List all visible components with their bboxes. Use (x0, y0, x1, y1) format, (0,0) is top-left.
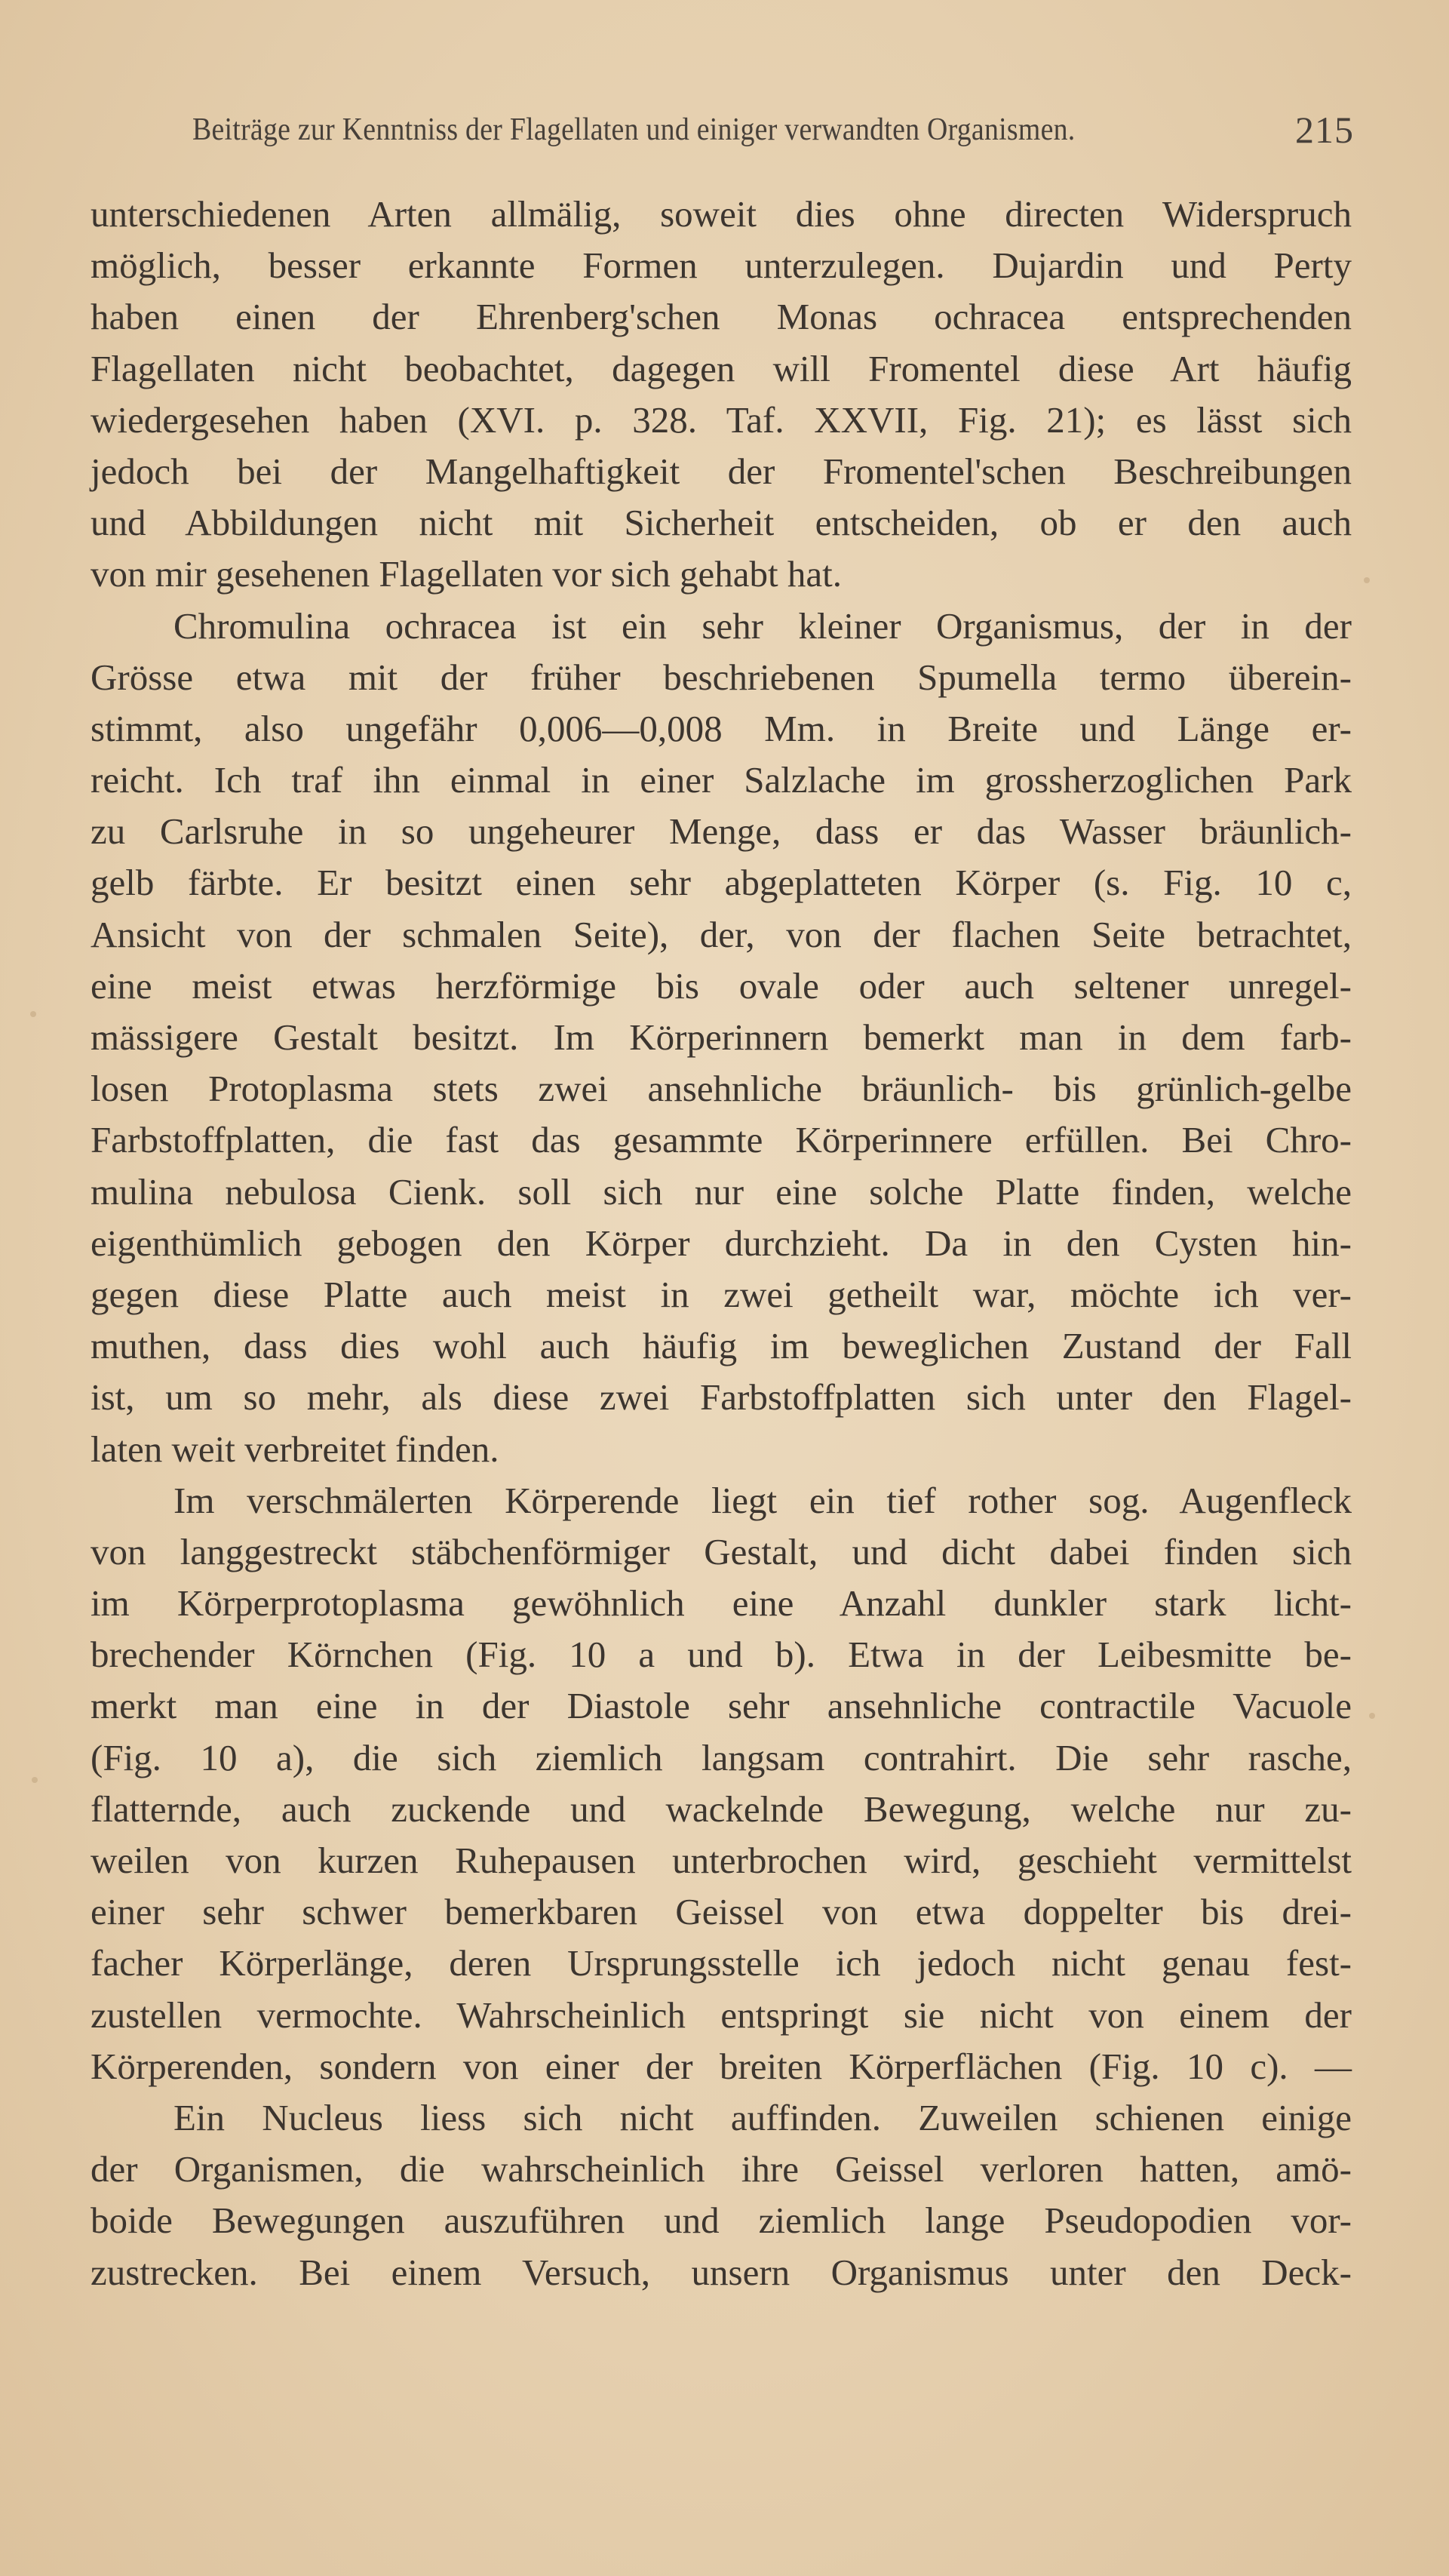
text-line: mulina nebulosa Cienk. soll sich nur eine solche Platte finden, welche (91, 1170, 1352, 1213)
text-line: facher Körperlänge, deren Ursprungsstelle ich jedoch nicht genau fest- (91, 1942, 1352, 1984)
text-line: gegen diese Platte auch meist in zwei getheilt war, möchte ich ver- (91, 1273, 1352, 1315)
text-line: flatternde, auch zuckende und wackelnde Bewegung, welche nur zu- (91, 1788, 1352, 1830)
text-line: weilen von kurzen Ruhepausen unterbrochen wird, geschieht vermittelst (91, 1840, 1352, 1881)
text-line: und Abbildungen nicht mit Sicherheit entscheiden, ob er den auch (91, 502, 1352, 544)
text-line: laten weit verbreitet finden. (91, 1428, 499, 1470)
paper-speck (1369, 1713, 1375, 1719)
text-line: haben einen der Ehrenberg'schen Monas ochracea entsprechenden (91, 296, 1352, 338)
body-text (91, 189, 1352, 2298)
text-line: der Organismen, die wahrscheinlich ihre Geissel verloren hatten, amö- (91, 2148, 1352, 2190)
text-line: zustellen vermochte. Wahrscheinlich entspringt sie nicht von einem der (91, 1993, 1352, 2036)
text-line: von mir gesehenen Flagellaten vor sich gehabt hat. (91, 553, 843, 595)
text-line: möglich, besser erkannte Formen unterzulegen. Dujardin und Perty (91, 244, 1352, 287)
page-number: 215 (1295, 109, 1354, 151)
text-line: zustrecken. Bei einem Versuch, unsern Organismus unter den Deck- (91, 2251, 1352, 2293)
text-line: gelb färbte. Er besitzt einen sehr abgeplatteten Körper (s. Fig. 10 c, (91, 862, 1352, 904)
text-line: Grösse etwa mit der früher beschriebenen Spumella termo überein- (91, 656, 1352, 698)
text-line: reicht. Ich traf ihn einmal in einer Salzlache im grossherzoglichen Park (91, 759, 1352, 801)
text-line: brechender Körnchen (Fig. 10 a und b). Etwa in der Leibesmitte be- (91, 1634, 1352, 1676)
text-line: boide Bewegungen auszuführen und ziemlich lange Pseudopodien vor- (91, 2199, 1352, 2242)
text-line: jedoch bei der Mangelhaftigkeit der Fromentel'schen Beschreibungen (91, 450, 1352, 492)
text-line: einer sehr schwer bemerkbaren Geissel von etwa doppelter bis drei- (91, 1891, 1352, 1933)
text-line: stimmt, also ungefähr 0,006—0,008 Mm. in Breite und Länge er- (91, 707, 1352, 749)
text-line: von langgestreckt stäbchenförmiger Gestalt, und dicht dabei finden sich (91, 1530, 1352, 1572)
running-title: Beiträge zur Kenntniss der Flagellaten und einiger verwandten Organismen. (192, 112, 1076, 147)
text-line: eine meist etwas herzförmige bis ovale oder auch seltener unregel- (91, 964, 1352, 1007)
text-line: Im verschmälerten Körperende liegt ein tief rother sog. Augenfleck (173, 1479, 1352, 1521)
running-head (192, 106, 1354, 154)
text-line: ist, um so mehr, als diese zwei Farbstoffplatten sich unter den Flagel- (91, 1376, 1352, 1419)
text-line: losen Protoplasma stets zwei ansehnliche bräunlich- bis grünlich-gelbe (91, 1068, 1352, 1110)
text-line: wiedergesehen haben (XVI. p. 328. Taf. XXVII, Fig. 21); es lässt sich (91, 398, 1352, 441)
text-line: (Fig. 10 a), die sich ziemlich langsam contrahirt. Die sehr rasche, (91, 1736, 1352, 1778)
text-line: zu Carlsruhe in so ungeheurer Menge, dass er das Wasser bräunlich- (91, 810, 1352, 853)
paper-speck (30, 1011, 36, 1017)
text-line: unterschiedenen Arten allmälig, soweit dies ohne directen Widerspruch (91, 193, 1352, 235)
text-line: Ansicht von der schmalen Seite), der, von der flachen Seite betrachtet, (91, 913, 1352, 955)
text-line: im Körperprotoplasma gewöhnlich eine Anzahl dunkler stark licht- (91, 1582, 1352, 1625)
text-line: eigenthümlich gebogen den Körper durchzieht. Da in den Cysten hin- (91, 1222, 1352, 1264)
text-line: Flagellaten nicht beobachtet, dagegen will Fromentel diese Art häufig (91, 347, 1352, 389)
text-line: muthen, dass dies wohl auch häufig im beweglichen Zustand der Fall (91, 1325, 1352, 1367)
text-line: Körperenden, sondern von einer der breiten Körperflächen (Fig. 10 c). — (91, 2045, 1352, 2087)
paper-speck (32, 1777, 38, 1783)
text-line: merkt man eine in der Diastole sehr ansehnliche contractile Vacuole (91, 1685, 1352, 1727)
text-line: Farbstoffplatten, die fast das gesammte Körperinnere erfüllen. Bei Chro- (91, 1119, 1352, 1161)
text-line: Chromulina ochracea ist ein sehr kleiner Organismus, der in der (173, 604, 1352, 647)
text-line: Ein Nucleus liess sich nicht auffinden. Zuweilen schienen einige (173, 2096, 1352, 2138)
text-line: mässigere Gestalt besitzt. Im Körperinnern bemerkt man in dem farb- (91, 1016, 1352, 1058)
paper-speck (1364, 577, 1370, 583)
